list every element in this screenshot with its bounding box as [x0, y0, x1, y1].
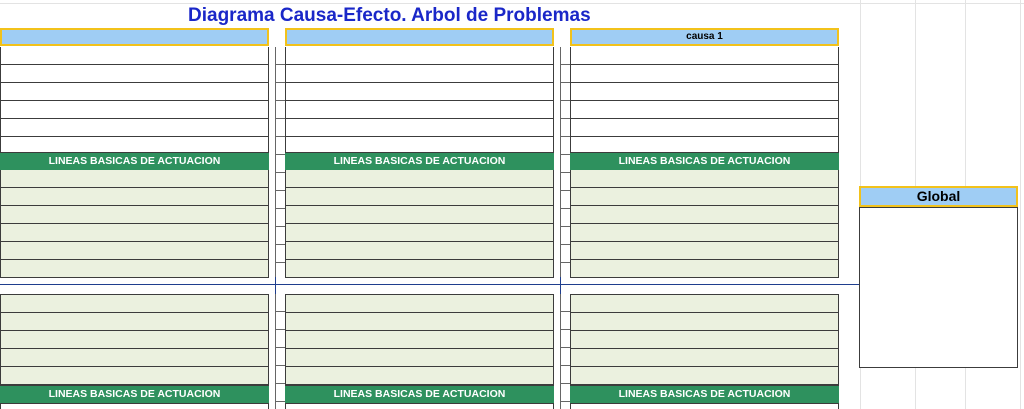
sheet-gridline	[1020, 0, 1021, 409]
column-header-2[interactable]	[285, 28, 554, 46]
cause-rows-2[interactable]	[285, 47, 554, 153]
action-rows-2[interactable]	[285, 170, 554, 278]
section-header-2: LINEAS BASICAS DE ACTUACION	[285, 152, 554, 171]
bottom-action-rows-1[interactable]	[0, 295, 269, 385]
global-box[interactable]	[859, 207, 1018, 368]
bottom-section-header-3: LINEAS BASICAS DE ACTUACION	[570, 385, 839, 404]
bottom-action-rows-2[interactable]	[285, 295, 554, 385]
bottom-section-header-1: LINEAS BASICAS DE ACTUACION	[0, 385, 269, 404]
section-header-1: LINEAS BASICAS DE ACTUACION	[0, 152, 269, 171]
cause-rows-1[interactable]	[0, 47, 269, 153]
global-header[interactable]: Global	[859, 186, 1018, 207]
page-title: Diagrama Causa-Efecto. Arbol de Problemas	[188, 5, 591, 26]
bottom-cause-rows-3[interactable]	[570, 404, 839, 409]
bottom-action-rows-3[interactable]	[570, 295, 839, 385]
action-rows-1[interactable]	[0, 170, 269, 278]
action-rows-3[interactable]	[570, 170, 839, 278]
bottom-cause-rows-2[interactable]	[285, 404, 554, 409]
bottom-section-header-2: LINEAS BASICAS DE ACTUACION	[285, 385, 554, 404]
main-connector-line	[0, 284, 859, 285]
column-header-1[interactable]	[0, 28, 269, 46]
column-header-3[interactable]: causa 1	[570, 28, 839, 46]
bottom-cause-rows-1[interactable]	[0, 404, 269, 409]
section-header-3: LINEAS BASICAS DE ACTUACION	[570, 152, 839, 171]
sheet-gridline	[0, 3, 1024, 4]
cause-rows-3[interactable]	[570, 47, 839, 153]
